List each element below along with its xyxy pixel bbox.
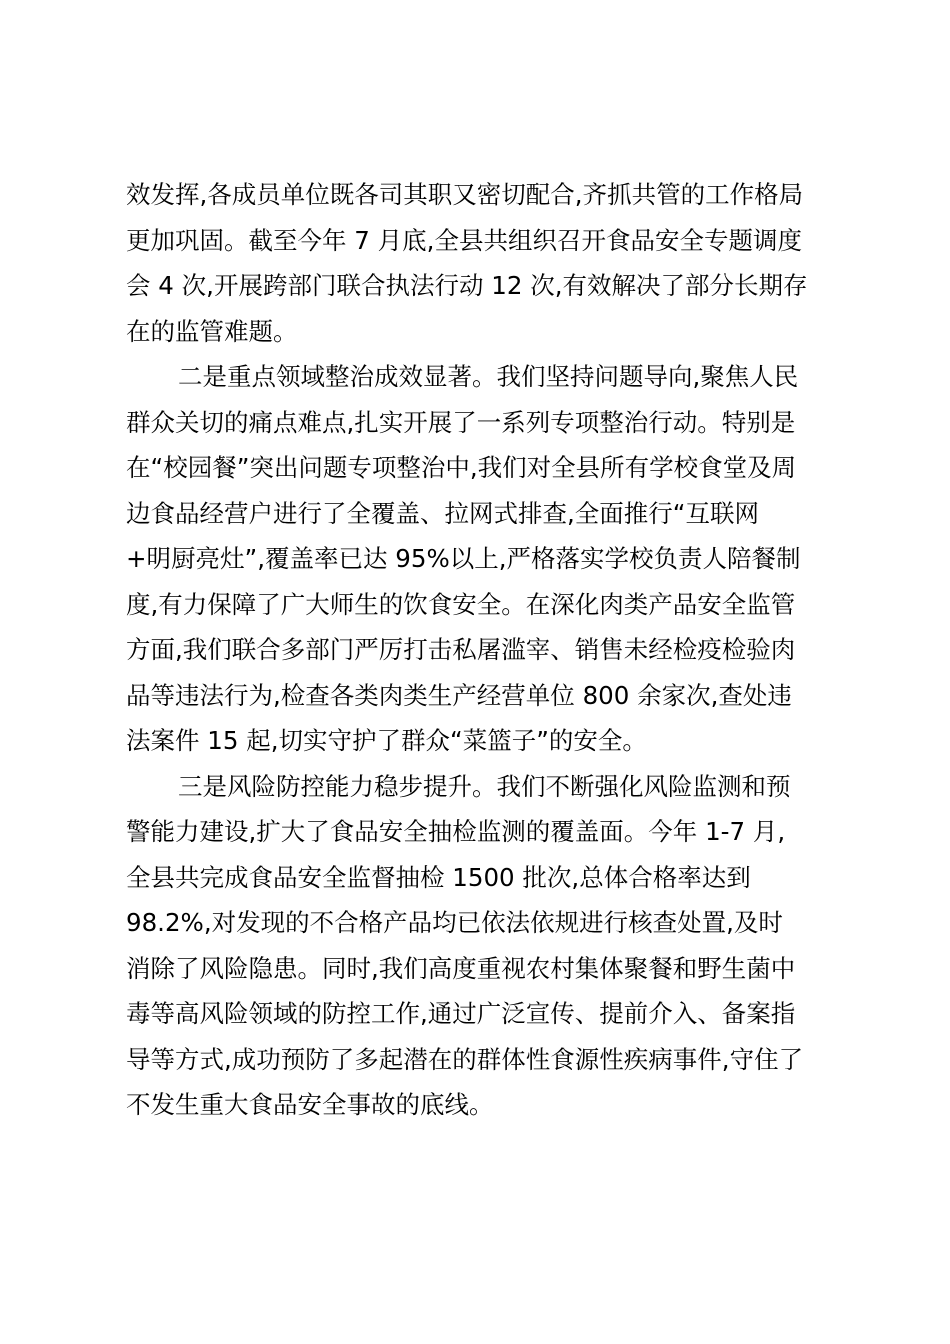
text-line: 会 4 次,开展跨部门联合执法行动 12 次,有效解决了部分长期存: [126, 271, 808, 300]
paragraph-first-line: 三是风险防控能力稳步提升。我们不断强化风险监测和预: [178, 772, 791, 801]
text-line: 消除了风险隐患。同时,我们高度重视农村集体聚餐和野生菌中: [126, 954, 796, 983]
text-line: 不发生重大食品安全事故的底线。: [126, 1090, 494, 1119]
text-line: 全县共完成食品安全监督抽检 1500 批次,总体合格率达到: [126, 863, 751, 892]
text-line: 品等违法行为,检查各类肉类生产经营单位 800 余家次,查处违: [126, 681, 792, 710]
text-line: 更加巩固。截至今年 7 月底,全县共组织召开食品安全专题调度: [126, 226, 802, 255]
paragraph-first-line: 二是重点领域整治成效显著。我们坚持问题导向,聚焦人民: [178, 362, 799, 391]
text-line: 警能力建设,扩大了食品安全抽检监测的覆盖面。今年 1-7 月,: [126, 817, 786, 846]
text-line: 方面,我们联合多部门严厉打击私屠滥宰、销售未经检疫检验肉: [126, 635, 796, 664]
text-line: 在的监管难题。: [126, 317, 298, 346]
text-line: +明厨亮灶”,覆盖率已达 95%以上,严格落实学校负责人陪餐制: [126, 544, 801, 573]
text-line: 在“校园餐”突出问题专项整治中,我们对全县所有学校食堂及周: [126, 453, 797, 482]
text-line: 导等方式,成功预防了多起潜在的群体性食源性疾病事件,守住了: [126, 1045, 804, 1074]
text-line: 效发挥,各成员单位既各司其职又密切配合,齐抓共管的工作格局: [126, 180, 804, 209]
text-line: 边食品经营户进行了全覆盖、拉网式排查,全面推行“互联网: [126, 499, 759, 528]
text-line: 群众关切的痛点难点,扎实开展了一系列专项整治行动。特别是: [126, 408, 796, 437]
text-line: 98.2%,对发现的不合格产品均已依法依规进行核查处置,及时: [126, 908, 783, 937]
text-line: 法案件 15 起,切实守护了群众“菜篮子”的安全。: [126, 726, 647, 755]
text-line: 毒等高风险领域的防控工作,通过广泛宣传、提前介入、备案指: [126, 999, 796, 1028]
text-line: 度,有力保障了广大师生的饮食安全。在深化肉类产品安全监管: [126, 590, 796, 619]
